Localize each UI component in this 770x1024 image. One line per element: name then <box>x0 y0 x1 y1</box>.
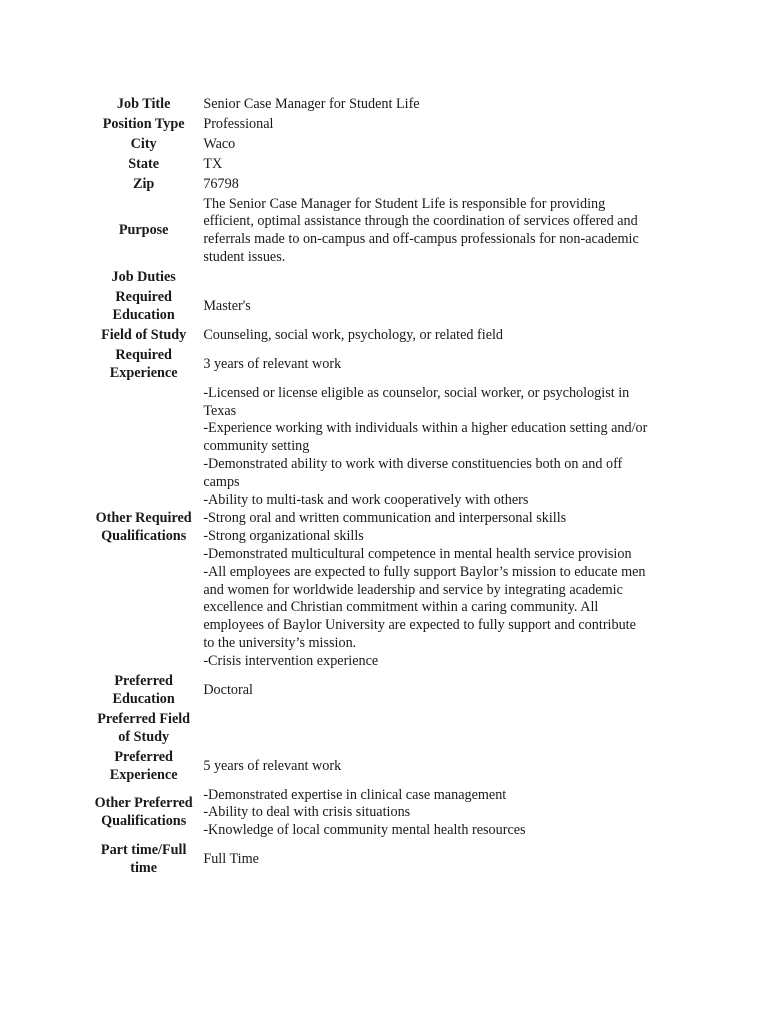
field-label: Other Preferred Qualifications <box>94 795 193 830</box>
field-row-field-of-study <box>90 326 690 346</box>
value-line: to the university’s mission. <box>203 635 357 652</box>
field-value <box>201 115 690 135</box>
value-line: camps <box>203 474 240 491</box>
value-line: -Demonstrated multicultural competence in mental health service provision <box>203 545 632 562</box>
value-line: -Strong oral and written communication and interpersonal skills <box>203 509 567 526</box>
value-line: 76798 <box>203 175 239 192</box>
field-label: State <box>128 155 160 172</box>
value-line: -All employees are expected to fully support Baylor’s mission to educate men <box>203 563 646 580</box>
field-value <box>201 748 690 786</box>
value-line: -Crisis intervention experience <box>203 653 379 670</box>
field-label: Part time/Full time <box>100 842 187 877</box>
field-label: Required Experience <box>109 346 178 381</box>
value-line: and women for worldwide leadership and service by integrating academic <box>203 581 623 598</box>
field-value <box>201 155 690 175</box>
value-line: excellence and Christian commitment within a caring community. All <box>203 599 599 616</box>
field-row-purpose <box>90 195 690 269</box>
field-value <box>201 346 690 384</box>
field-row-part-time-full-time <box>90 841 690 879</box>
value-line: -Ability to deal with crisis situations <box>203 804 411 821</box>
value-line: Waco <box>203 135 236 152</box>
field-value <box>201 786 690 842</box>
field-label: Position Type <box>102 115 185 132</box>
job-fields-table <box>90 95 690 879</box>
value-line: The Senior Case Manager for Student Life is responsible for providing <box>203 195 606 212</box>
value-line: Texas <box>203 402 237 419</box>
value-line: 5 years of relevant work <box>203 757 342 774</box>
field-label: Job Duties <box>111 269 176 286</box>
field-label: Other Required Qualifications <box>95 509 192 544</box>
field-value <box>201 672 690 710</box>
field-row-required-experience <box>90 346 690 384</box>
field-value <box>201 135 690 155</box>
value-line: -Demonstrated expertise in clinical case management <box>203 786 507 803</box>
job-posting-document <box>90 95 690 879</box>
value-line: -Ability to multi-task and work cooperatively with others <box>203 492 529 509</box>
field-label: Required Education <box>112 289 175 323</box>
field-value <box>201 268 690 288</box>
field-row-zip <box>90 175 690 195</box>
field-value <box>201 195 690 269</box>
field-label: Purpose <box>118 222 169 239</box>
value-line: 3 years of relevant work <box>203 355 342 372</box>
value-line: Master's <box>203 298 251 315</box>
field-label: Field of Study <box>101 326 187 343</box>
value-line: referrals made to on-campus and off-campus professionals for non-academic <box>203 231 639 248</box>
value-line: -Strong organizational skills <box>203 527 364 544</box>
field-value <box>201 841 690 879</box>
value-line: -Knowledge of local community mental health resources <box>203 822 526 839</box>
value-line: Senior Case Manager for Student Life <box>203 96 420 112</box>
field-label: Preferred Education <box>112 673 175 707</box>
value-line: -Licensed or license eligible as counselor, social worker, or psychologist in <box>203 384 630 401</box>
field-row-job-duties <box>90 268 690 288</box>
value-line: -Demonstrated ability to work with diverse constituencies both on and off <box>203 456 623 473</box>
field-label: Preferred Experience <box>109 748 178 783</box>
value-line: efficient, optimal assistance through the coordination of services offered and <box>203 213 638 230</box>
field-value <box>201 710 690 748</box>
field-row-job-title <box>90 95 690 115</box>
field-row-required-education <box>90 288 690 326</box>
field-row-other-required-qualifications <box>90 384 690 673</box>
value-line: -Experience working with individuals within a higher education setting and/or <box>203 420 648 437</box>
field-value <box>201 288 690 326</box>
field-row-preferred-experience <box>90 748 690 786</box>
field-row-other-preferred-qualifications <box>90 786 690 842</box>
field-row-city <box>90 135 690 155</box>
value-line: employees of Baylor University are expected to fully support and contribute <box>203 617 636 634</box>
value-line: TX <box>203 155 223 172</box>
value-line: Full Time <box>203 851 259 868</box>
field-row-position-type <box>90 115 690 135</box>
field-value <box>201 384 690 673</box>
field-value <box>201 175 690 195</box>
value-line: Counseling, social work, psychology, or related field <box>203 326 504 343</box>
field-value <box>201 326 690 346</box>
value-line: Professional <box>203 115 274 132</box>
field-label: Job Title <box>116 96 171 112</box>
value-line: community setting <box>203 438 310 455</box>
field-row-state <box>90 155 690 175</box>
field-row-preferred-education <box>90 672 690 710</box>
value-line: student issues. <box>203 249 286 266</box>
field-label: City <box>130 135 157 152</box>
value-line: Doctoral <box>203 682 253 699</box>
field-row-preferred-field-of-study <box>90 710 690 748</box>
field-label: Zip <box>133 175 155 192</box>
field-label: Preferred Field of Study <box>97 710 191 745</box>
field-value <box>201 95 690 115</box>
